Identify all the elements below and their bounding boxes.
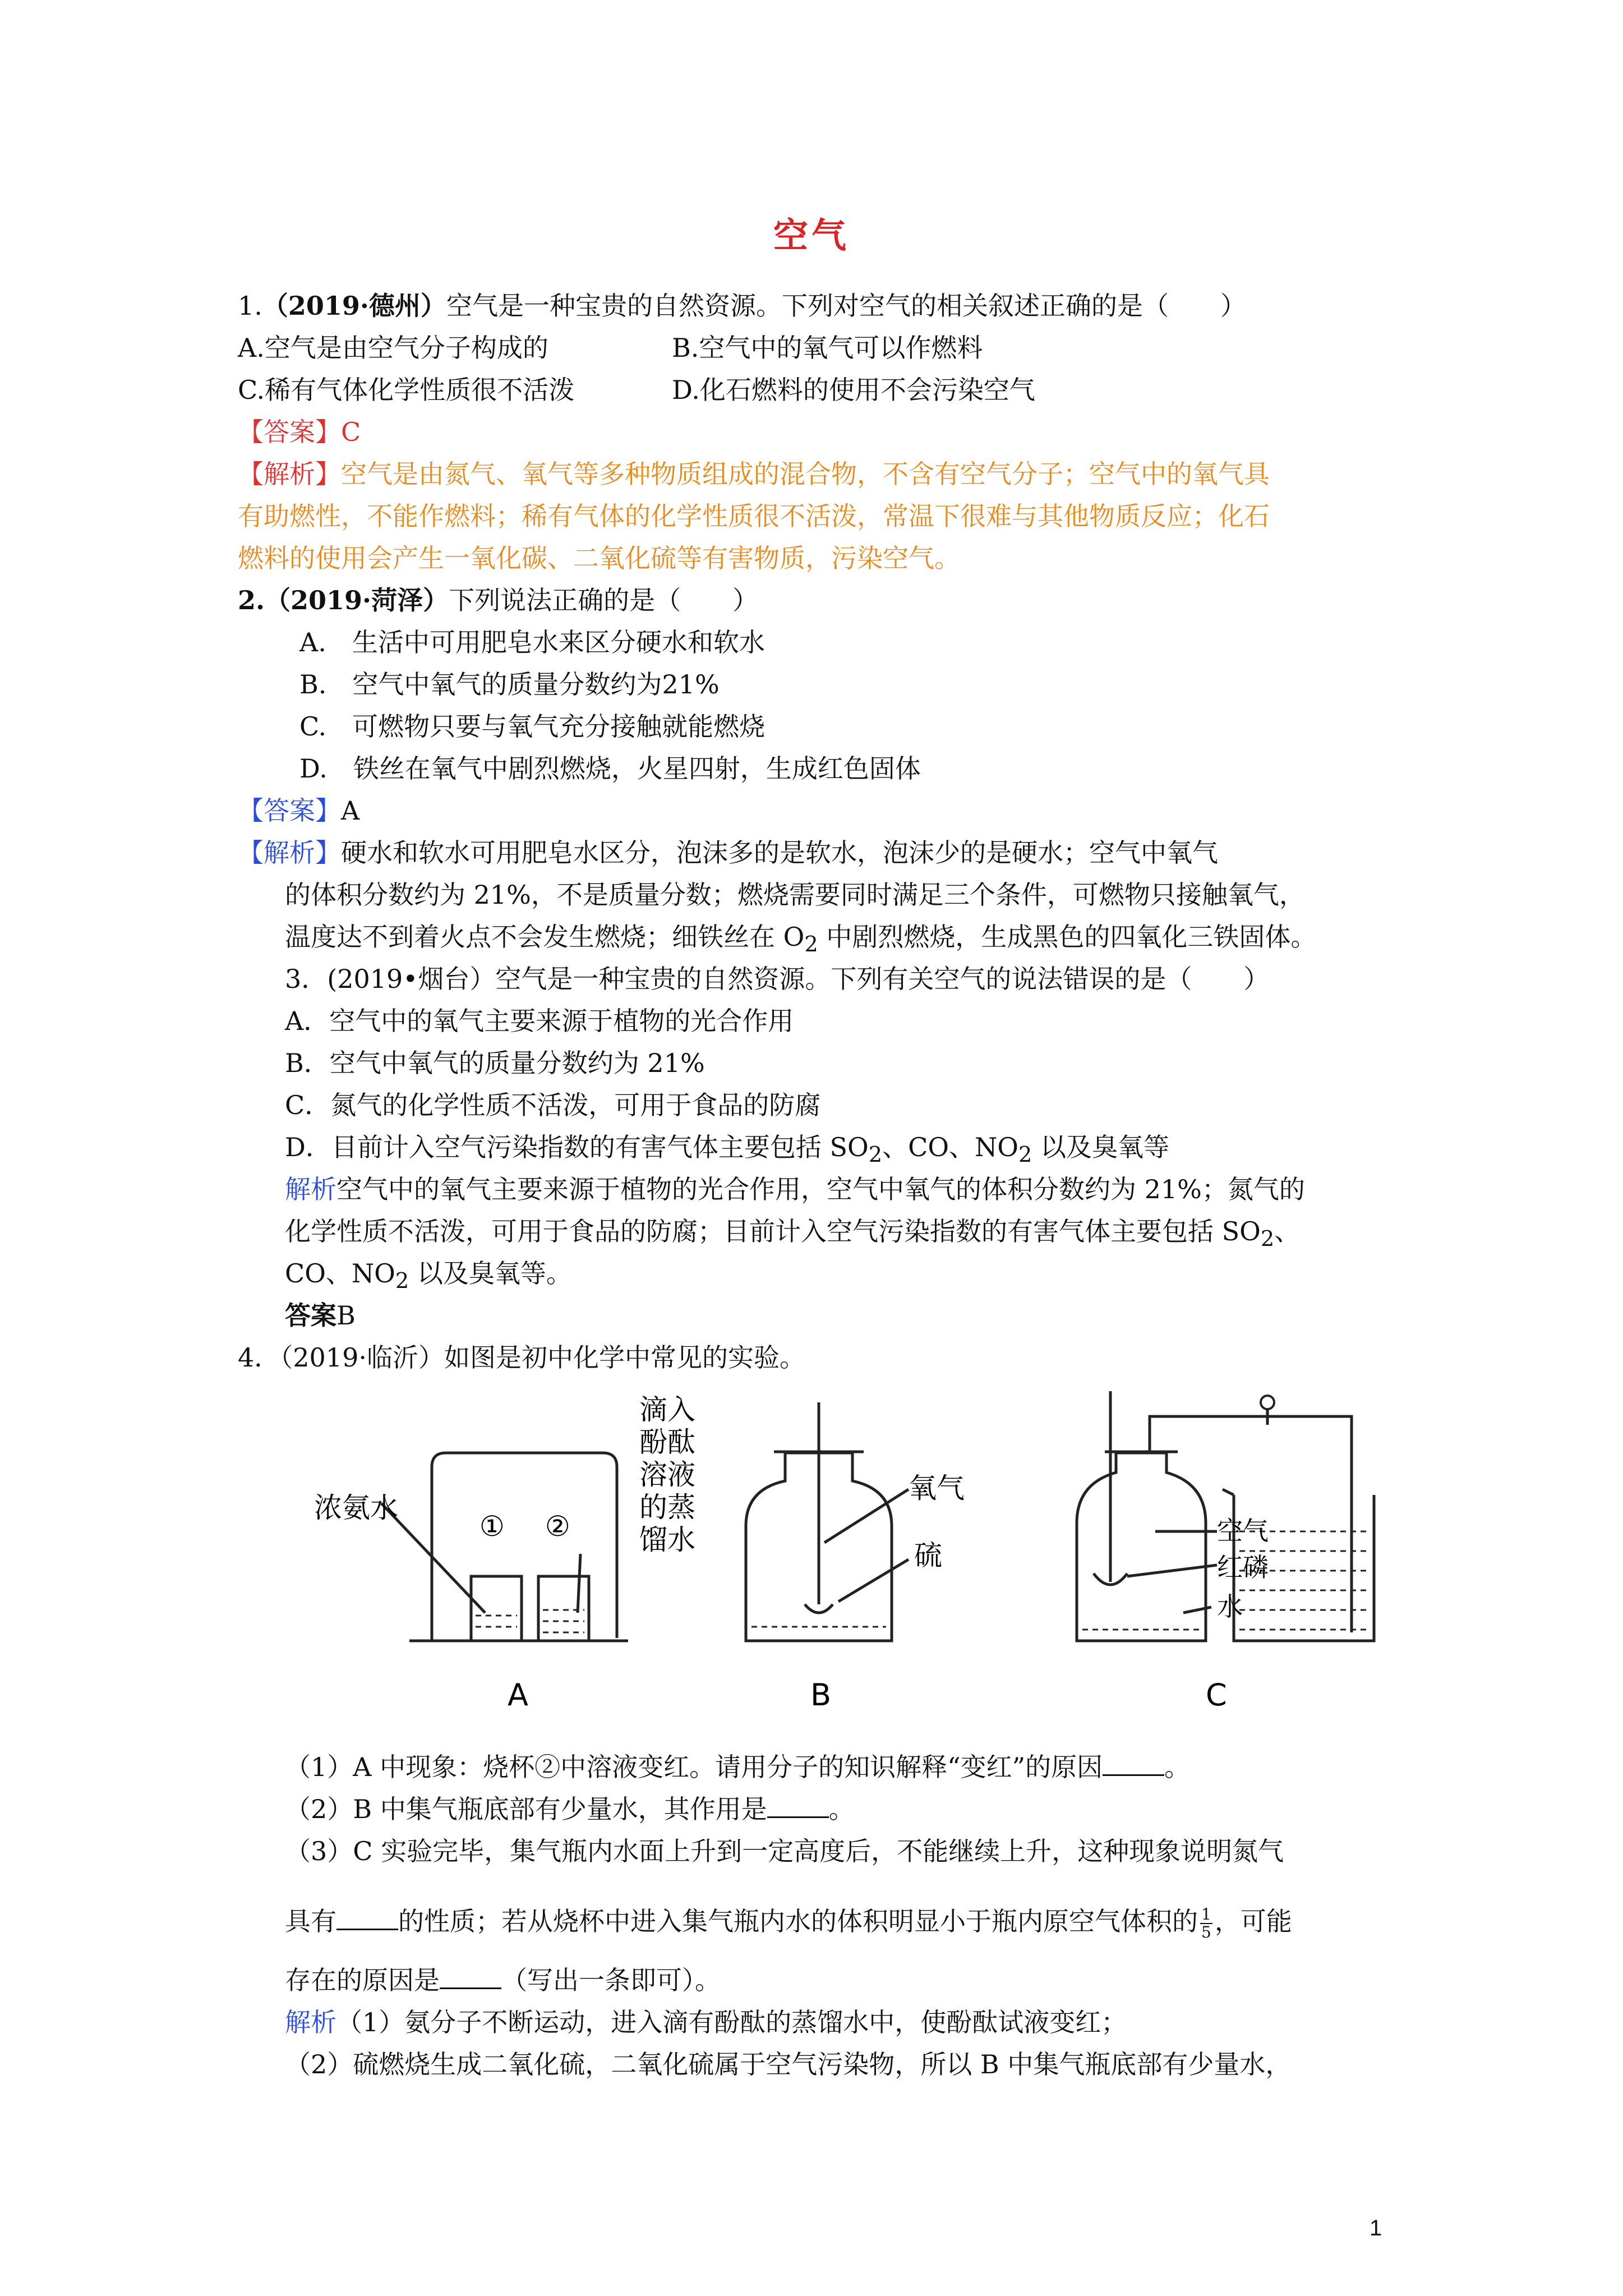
q1-option-d: D.化石燃料的使用不会污染空气 xyxy=(672,375,1035,405)
q2-analysis-line-3: 温度达不到着火点不会发生燃烧；细铁丝在 $O_2$ 中剧烈燃烧，生成黑色的四氧化三铁固体。 xyxy=(285,922,1317,958)
a-label-ammonia: 浓氨水 xyxy=(314,1492,398,1524)
a-label-right-4: 的蒸 xyxy=(639,1491,695,1524)
q2-analysis-line-1: 【解析】硬水和软水可用肥皂水区分，泡沫多的是软水，泡沫少的是硬水；空气中氧气 xyxy=(238,838,1218,868)
q3-stem: 3．(2019•烟台）空气是一种宝贵的自然资源。下列有关空气的说法错误的是（ ） xyxy=(285,964,1270,994)
q1-analysis-line-2: 有助燃性，不能作燃料；稀有气体的化学性质很不活泼，常温下很难与其他物质反应；化石 xyxy=(238,501,1270,531)
c-clip xyxy=(1261,1396,1274,1409)
experiment-figure xyxy=(292,1391,1402,1739)
c-label-air: 空气 xyxy=(1217,1516,1269,1546)
q4-sub1: （1）A 中现象：烧杯②中溶液变红。请用分子的知识解释“变红”的原因 。 xyxy=(285,1752,1191,1782)
b-caption: B xyxy=(810,1677,832,1713)
q3-option-c: C．氮气的化学性质不活泼，可用于食品的防腐 xyxy=(285,1090,821,1120)
fraction-one-fifth: $\frac{1}{5}$ xyxy=(1201,1905,1211,1941)
q4-sub3-line-2: 具有 的性质；若从烧杯中进入集气瓶内水的体积明显小于瓶内原空气体积的 $\frac{1}{5}$ ，可能 xyxy=(285,1905,1292,1941)
b-spoon xyxy=(805,1604,833,1613)
answer-blank[interactable] xyxy=(440,1965,501,1989)
q3-analysis-line-2: 化学性质不活泼，可用于食品的防腐；目前计入空气污染指数的有害气体主要包括 $SO_2$、 xyxy=(285,1216,1301,1252)
q3-analysis-line-3: CO、$NO_2$ 以及臭氧等。 xyxy=(285,1258,572,1294)
q3-option-a: A．空气中的氧气主要来源于植物的光合作用 xyxy=(285,1006,794,1036)
c-caption: C xyxy=(1206,1677,1227,1713)
a-label-right-1: 滴入 xyxy=(639,1393,695,1426)
a-beaker-2 xyxy=(538,1576,589,1641)
a-beaker-1 xyxy=(471,1576,522,1641)
answer-blank[interactable] xyxy=(767,1794,829,1818)
q4-stem: 4．（2019·临沂）如图是初中化学中常见的实验。 xyxy=(238,1342,805,1373)
q2-answer: 【答案】A xyxy=(238,795,360,826)
q1-stem: 1.（2019·德州）空气是一种宝贵的自然资源。下列对空气的相关叙述正确的是（ ） xyxy=(238,291,1246,321)
q4-sub3-line-1: （3）C 实验完毕，集气瓶内水面上升到一定高度后，不能继续上升，这种现象说明氮气 xyxy=(285,1836,1284,1866)
q1-option-a: A.空气是由空气分子构成的 xyxy=(238,333,548,363)
q2-option-b: B. 空气中氧气的质量分数约为21% xyxy=(299,669,720,700)
page-title: 空气 xyxy=(773,215,850,256)
q1-analysis-line-1: 【解析】空气是由氮气、氧气等多种物质组成的混合物，不含有空气分子；空气中的氧气具 xyxy=(238,459,1270,489)
q3-analysis-line-1: 解析空气中的氧气主要来源于植物的光合作用，空气中氧气的体积分数约为 21%；氮气的 xyxy=(285,1174,1305,1204)
q4-sub2: （2）B 中集气瓶底部有少量水，其作用是 。 xyxy=(285,1794,855,1824)
q3-option-d: D．目前计入空气污染指数的有害气体主要包括 $SO_2$、CO、$NO_2$ 以及臭氧等 xyxy=(285,1132,1170,1168)
a-label-right-2: 酚酞 xyxy=(639,1426,695,1458)
a-circle-1: ① xyxy=(479,1510,505,1543)
b-label-oxygen: 氧气 xyxy=(909,1472,965,1504)
answer-blank[interactable] xyxy=(1103,1752,1164,1776)
q4-sub3-line-3: 存在的原因是 （写出一条即可）。 xyxy=(285,1965,721,1995)
q3-answer: 答案B xyxy=(285,1300,356,1331)
b-label-sulfur: 硫 xyxy=(914,1539,942,1572)
a-caption: A xyxy=(508,1677,528,1713)
q2-stem: 2.（2019·菏泽）下列说法正确的是（ ） xyxy=(238,585,759,615)
q2-option-d: D. 铁丝在氧气中剧烈燃烧，火星四射，生成红色固体 xyxy=(299,753,921,784)
a-circle-2: ② xyxy=(545,1510,570,1543)
q3-option-b: B．空气中氧气的质量分数约为 21% xyxy=(285,1048,705,1078)
q2-analysis-line-2: 的体积分数约为 21%，不是质量分数；燃烧需要同时满足三个条件，可燃物只接触氧气， xyxy=(285,880,1305,910)
q2-option-a: A. 生活中可用肥皂水来区分硬水和软水 xyxy=(299,627,765,657)
q4-analysis-line-1: 解析（1）氨分子不断运动，进入滴有酚酞的蒸馏水中，使酚酞试液变红； xyxy=(285,2007,1127,2037)
c-label-phosphorus: 红磷 xyxy=(1217,1552,1269,1582)
q1-option-b: B.空气中的氧气可以作燃料 xyxy=(672,333,983,363)
c-label-water: 水 xyxy=(1217,1591,1243,1622)
page-number: 1 xyxy=(1370,2216,1382,2240)
q1-option-c: C.稀有气体化学性质很不活泼 xyxy=(238,375,575,405)
answer-blank[interactable] xyxy=(336,1906,398,1930)
q1-analysis-line-3: 燃料的使用会产生一氧化碳、二氧化硫等有害物质，污染空气。 xyxy=(238,543,960,573)
a-label-right-3: 溶液 xyxy=(639,1458,695,1491)
q2-option-c: C. 可燃物只要与氧气充分接触就能燃烧 xyxy=(299,711,766,742)
a-label-right-5: 馏水 xyxy=(639,1524,695,1556)
q1-answer: 【答案】C xyxy=(238,417,361,447)
q4-analysis-line-2: （2）硫燃烧生成二氧化硫，二氧化硫属于空气污染物，所以 B 中集气瓶底部有少量水， xyxy=(285,2049,1292,2079)
